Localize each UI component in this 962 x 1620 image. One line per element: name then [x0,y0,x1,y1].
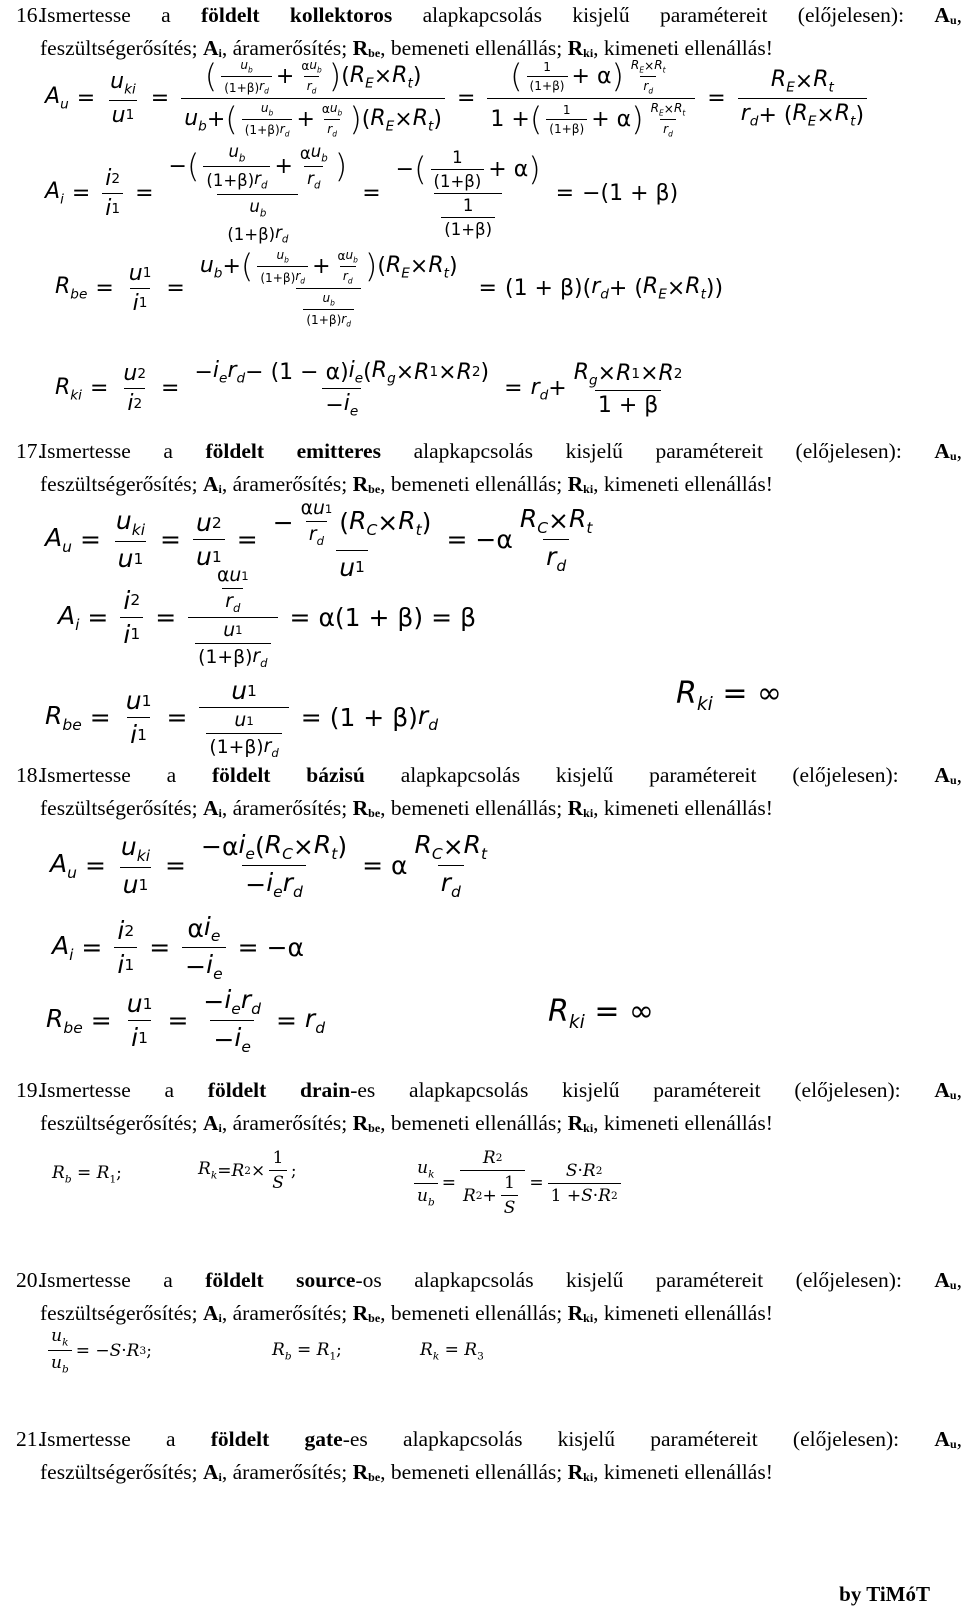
question-number: 17. [16,439,43,463]
question-params: feszültségerősítés; $A_i$, áramerősítés; $R_{be}$, bemeneti ellenállás; $R_{ki}$, kimeneti ellenállás! [40,796,773,820]
formula-q16-ai: $A_i$ = i 2 i 1 = − ( $u_b$ (1+β) $r_d$ + α $u_b$ $r_d$ ) $u_b$ (1+β) $r_d$ = − ( $\frac{1}{(1+\beta)}$ + α ) $\frac{1}{(1+\beta)}$ = −(1 + β) [45,142,679,246]
formula-q19-gain: $\frac{u_k}{u_b}$ = R 2 R 2 + $\frac{1}{S}$ = S · R 2 1 + S · R 2 [410,1148,625,1218]
footer-author: by TiMóT [839,1582,930,1606]
question-text: Ismertesse a földelt source-os alapkapcsolás kisjelű paramétereit (előjelesen): $A_u$, [40,1268,962,1292]
question-number: 16. [16,3,43,27]
question-20 [16,1265,962,1331]
formula-q17-au: $A_u$ = $u_{ki}$ u 1 = u 2 u 1 = − α u 1 $r_d$ ( $R_C$ × $R_t$ ) u 1 = −α $R_C$ × $R_t$ $r_d$ [45,498,593,582]
formula-q19-rb: $R_b = R_1$; [52,1163,122,1186]
formula-q20-rb: $R_b = R_1$; [272,1340,342,1363]
question-params: feszültségerősítés; $A_i$, áramerősítés; $R_{be}$, bemeneti ellenállás; $R_{ki}$, kimeneti ellenállás! [40,1460,773,1484]
question-text: Ismertesse a földelt kollektoros alapkapcsolás kisjelű paramétereit (előjelesen): $A_u$, [40,3,962,27]
formula-q18-ai: $A_i$ = i 2 i 1 = α $i_e$ − $i_e$ = −α [52,912,304,983]
question-text: Ismertesse a földelt drain-es alapkapcsolás kisjelű paramétereit (előjelesen): $A_u$, [40,1078,962,1102]
formula-q18-rki: $R_{ki}$ = ∞ [548,994,654,1033]
formula-q17-rki: $R_{ki}$ = ∞ [676,676,782,715]
formula-q16-rbe: $R_{be}$ = u 1 i 1 = $u_b$ + ( $u_b$ (1+β) $r_d$ + α $u_b$ $r_d$ ) ( $R_E$ × $R_t$ ) $u_b$ (1+β) $r_d$ = (1 + β)( $r_d$ + ( $R_E$ × $R_t$ )) [55,247,724,329]
formula-q20-gain: $\frac{u_k}{u_b}$ = − S · R 3 ; [44,1326,152,1376]
question-params: feszültségerősítés; $A_i$, áramerősítés; $R_{be}$, bemeneti ellenállás; $R_{ki}$, kimeneti ellenállás! [40,36,773,60]
formula-q16-rki: $R_{ki}$ = u 2 i 2 = − $i_er_d$ − (1 − α) $i_e$ ( $R_g$ × R 1 × R 2 ) − $i_e$ = $r_d$ + $R_g$ × R 1 × R 2 1 + β [55,358,683,420]
question-number: 19. [16,1078,43,1102]
question-16 [16,0,962,66]
question-number: 18. [16,763,43,787]
formula-q19-rk: $R_k$ = R 2 × $\frac{1}{S}$ ; [198,1148,297,1193]
formula-q18-rbe: $R_{be}$ = u 1 i 1 = − $i_er_d$ − $i_e$ = $r_d$ [46,985,326,1056]
formula-q16-au: $A_u$ = $u_{ki}$ u 1 = ( $u_b$ (1+β) $r_d$ + α $u_b$ $r_d$ ) ( $R_E$ × $R_t$ ) $u_b$ + ( $u_b$ (1+β) $r_d$ + α $u_b$ $r_d$ ) ( $R_E$ × $R_t$ ) = ( $\frac{1}{(1+\beta)}$ + α ) $R_E$ × $R_t$ $r_d$ 1 + ( $\frac{1}{(1+\beta)}$ + α ) $R_E$ × $R_t$ $r_d$ = $R_E$ × $R_t$ $r_d$ + ( $R_E$ × $R_t$ ) [45,58,871,139]
question-text: Ismertesse a földelt emitteres alapkapcsolás kisjelű paramétereit (előjelesen): $A_u$, [40,439,962,463]
question-21 [16,1424,962,1490]
formula-q18-au: $A_u$ = $u_{ki}$ u 1 = −α $i_e$ ( $R_C$ × $R_t$ ) − $i_er_d$ = α $R_C$ × $R_t$ $r_d$ [50,830,488,901]
question-number: 21. [16,1427,43,1451]
question-params: feszültségerősítés; $A_i$, áramerősítés; $R_{be}$, bemeneti ellenállás; $R_{ki}$, kimeneti ellenállás! [40,1111,773,1135]
question-params: feszültségerősítés; $A_i$, áramerősítés; $R_{be}$, bemeneti ellenállás; $R_{ki}$, kimeneti ellenállás! [40,472,773,496]
formula-q17-rbe: $R_{be}$ = u 1 i 1 = u 1 u 1 (1+β) $r_d$ = (1 + β) $r_d$ [45,676,439,760]
question-text: Ismertesse a földelt gate-es alapkapcsolás kisjelű paramétereit (előjelesen): $A_u$, [40,1427,962,1451]
question-17 [16,436,962,502]
question-18 [16,760,962,826]
question-params: feszültségerősítés; $A_i$, áramerősítés; $R_{be}$, bemeneti ellenállás; $R_{ki}$, kimeneti ellenállás! [40,1301,773,1325]
formula-q20-rk: $R_k = R_3$ [420,1340,484,1363]
formula-q17-ai: $A_i$ = i 2 i 1 = α u 1 $r_d$ u 1 (1+β) $r_d$ = α(1 + β) = β [58,565,477,670]
question-text: Ismertesse a földelt bázisú alapkapcsolás kisjelű paramétereit (előjelesen): $A_u$, [40,763,962,787]
question-19 [16,1075,962,1141]
question-number: 20. [16,1268,43,1292]
